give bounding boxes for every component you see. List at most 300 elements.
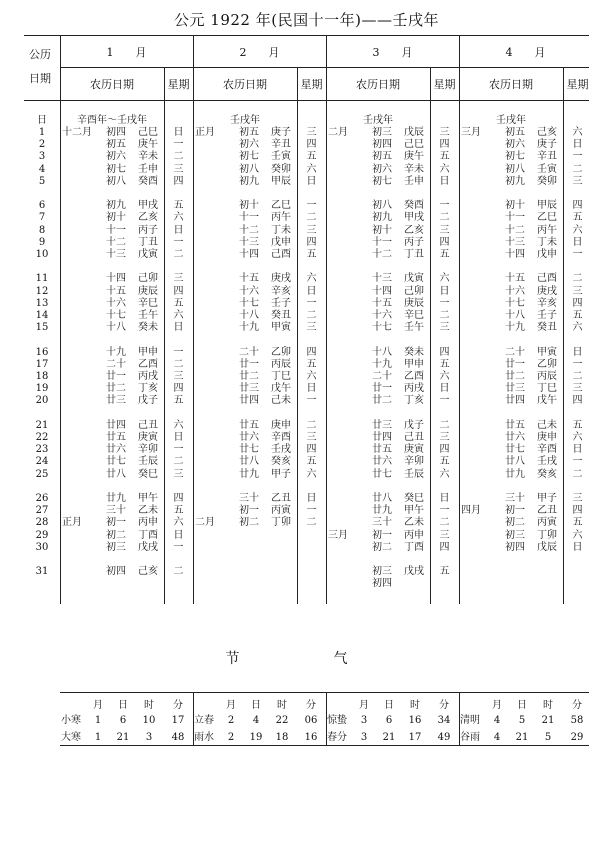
weekday: 二: [306, 212, 317, 224]
day-number: 11: [35, 273, 49, 285]
ganzhi: 戊午: [271, 383, 291, 395]
weekday: 六: [306, 468, 317, 480]
lunar-day: 廿三: [372, 419, 392, 431]
day-number: 15: [35, 322, 49, 334]
weekday: 三: [572, 285, 583, 297]
weekday: 五: [572, 310, 583, 321]
ganzhi: 庚午: [404, 151, 424, 163]
lunar-day: 初二: [505, 517, 525, 529]
header-divider: [60, 67, 589, 68]
weekday: 六: [173, 212, 184, 224]
weekday: 一: [173, 541, 184, 553]
lunar-day: 十一: [505, 212, 525, 224]
lunar-day: 十九: [239, 322, 259, 334]
weekday: 二: [439, 419, 450, 431]
lunar-day: 初四: [372, 578, 392, 590]
lunar-day: 初七: [505, 151, 525, 163]
lunar-day: 三十: [505, 493, 525, 504]
lunar-day: 十五: [505, 273, 525, 285]
lunar-day: 十七: [239, 297, 259, 309]
nongli-header: 农历日期: [90, 78, 134, 91]
jieqi-hour: 21: [541, 715, 555, 726]
lunar-day: 初二: [372, 541, 392, 553]
day-number: 13: [35, 297, 49, 309]
jieqi-column-header: 月: [93, 700, 103, 711]
ganzhi: 丙午: [537, 224, 557, 236]
jieqi-column-header: 日: [118, 700, 128, 711]
weekday: 一: [572, 456, 583, 468]
lunar-day: 十六: [239, 285, 259, 297]
ganzhi: 戊子: [404, 419, 424, 431]
weekday: 日: [306, 285, 317, 297]
weekday: 三: [173, 163, 184, 175]
day-number: 30: [35, 541, 49, 553]
ganzhi: 丙寅: [537, 517, 557, 529]
lunar-day: 十一: [106, 224, 126, 236]
weekday: 三: [173, 371, 184, 382]
ganzhi: 壬寅: [537, 163, 557, 175]
ganzhi: 乙丑: [537, 505, 557, 517]
weekday: 四: [306, 139, 317, 151]
ganzhi: 戊辰: [537, 541, 557, 553]
jieqi-name: 小寒: [61, 715, 81, 726]
jieqi-name: 清明: [460, 715, 480, 726]
lunar-day: 廿四: [239, 395, 259, 407]
jieqi-column-header: 月: [359, 700, 369, 711]
weekday: 六: [439, 273, 450, 285]
day-number: 17: [35, 358, 49, 370]
jieqi-column-header: 时: [144, 700, 154, 711]
nongli-header: 农历日期: [489, 78, 533, 91]
lunar-day: 廿四: [106, 419, 126, 431]
jieqi-hour: 10: [142, 715, 156, 726]
ganzhi: 甲申: [404, 358, 424, 370]
lunar-day: 十四: [106, 273, 126, 285]
ganzhi: 庚辰: [138, 285, 158, 297]
day-number: 3: [38, 151, 46, 163]
weekday: 五: [572, 212, 583, 224]
day-number: 10: [35, 249, 49, 260]
jieqi-month: 4: [493, 732, 501, 743]
ganzhi: 己亥: [138, 566, 158, 578]
ganzhi: 己未: [271, 395, 291, 407]
jieqi-column-header: 时: [410, 700, 420, 711]
jieqi-minute: 48: [171, 732, 185, 743]
ganzhi: 丁丑: [404, 249, 424, 260]
ganzhi: 甲子: [537, 493, 557, 504]
lunar-day: 初八: [372, 200, 392, 212]
ganzhi: 戊戌: [404, 566, 424, 578]
lunar-day: 十五: [372, 297, 392, 309]
weekday: 六: [572, 322, 583, 334]
weekday: 六: [439, 468, 450, 480]
lunar-day: 十二: [239, 224, 259, 236]
ganzhi: 辛丑: [537, 151, 557, 163]
jieqi-column-header: 分: [439, 700, 449, 711]
jieqi-day: 19: [249, 732, 263, 743]
weekday: 二: [306, 310, 317, 321]
ganzhi: 己酉: [537, 273, 557, 285]
weekday: 日: [572, 139, 583, 151]
lunar-day: 廿四: [505, 395, 525, 407]
lunar-day: 三十: [372, 517, 392, 529]
ganzhi: 壬戌: [537, 456, 557, 468]
ganzhi: 戊寅: [404, 273, 424, 285]
ganzhi: 庚申: [271, 419, 291, 431]
weekday: 三: [306, 432, 317, 443]
ganzhi: 辛亥: [537, 297, 557, 309]
lunar-day: 十七: [505, 297, 525, 309]
day-number: 6: [38, 200, 46, 212]
weekday: 四: [439, 444, 450, 456]
day-number: 1: [38, 127, 46, 138]
weekday: 二: [439, 310, 450, 321]
jieqi-column-header: 时: [277, 700, 287, 711]
weekday: 二: [306, 419, 317, 431]
weekday: 四: [572, 505, 583, 517]
ganzhi: 丁未: [537, 236, 557, 248]
weekday: 五: [173, 200, 184, 212]
jieqi-month: 2: [227, 732, 235, 743]
lunar-day: 初六: [505, 139, 525, 151]
lunar-day: 十一: [239, 212, 259, 224]
weekday: 二: [572, 273, 583, 285]
lunar-day: 廿九: [505, 468, 525, 480]
lunar-day: 十二: [372, 249, 392, 260]
weekday: 四: [439, 139, 450, 151]
lunar-month-marker: 十二月: [62, 127, 92, 138]
lunar-day: 十八: [372, 346, 392, 358]
jieqi-column-header: 月: [492, 700, 502, 711]
day-number: 28: [35, 517, 49, 529]
day-number: 21: [35, 419, 49, 431]
ganzhi: 癸卯: [537, 175, 557, 187]
ganzhi: 己丑: [138, 419, 158, 431]
weekday: 五: [439, 151, 450, 163]
lunar-day: 十四: [505, 249, 525, 260]
ganzhi: 癸亥: [537, 468, 557, 480]
weekday: 六: [306, 371, 317, 382]
lunar-day: 廿八: [505, 456, 525, 468]
weekday: 日: [572, 346, 583, 358]
lunar-day: 初一: [239, 505, 259, 517]
weekday: 二: [173, 456, 184, 468]
weekday: 一: [439, 395, 450, 407]
lunar-day: 十八: [106, 322, 126, 334]
lunar-day: 三十: [106, 505, 126, 517]
ganzhi: 丙申: [404, 529, 424, 541]
lunar-day: 十二: [505, 224, 525, 236]
weekday: 二: [173, 249, 184, 260]
jieqi-column-header: 日: [384, 700, 394, 711]
lunar-day: 初三: [505, 529, 525, 541]
weekday: 日: [572, 236, 583, 248]
jieqi-title: 节 气: [225, 651, 388, 667]
lunar-day: 十九: [372, 358, 392, 370]
day-number: 18: [35, 371, 49, 382]
weekday: 五: [173, 297, 184, 309]
lunar-day: 初一: [505, 505, 525, 517]
weekday: 六: [572, 127, 583, 138]
lunar-day: 初十: [106, 212, 126, 224]
ganzhi: 乙巳: [537, 212, 557, 224]
lunar-day: 廿九: [372, 505, 392, 517]
ganzhi: 甲午: [404, 505, 424, 517]
lunar-day: 廿七: [372, 468, 392, 480]
ganzhi: 丁丑: [138, 236, 158, 248]
ganzhi: 丙辰: [537, 371, 557, 382]
day-number: 25: [35, 468, 49, 480]
weekday: 一: [572, 151, 583, 163]
ganzhi: 己卯: [404, 285, 424, 297]
day-number: 16: [35, 346, 49, 358]
ganzhi: 乙卯: [271, 346, 291, 358]
ganzhi: 癸卯: [271, 163, 291, 175]
ganzhi: 乙酉: [404, 371, 424, 382]
lunar-day: 廿二: [505, 371, 525, 382]
weekday: 一: [173, 139, 184, 151]
jieqi-minute: 58: [570, 715, 584, 726]
lunar-day: 初八: [106, 175, 126, 187]
day-number: 日: [37, 115, 47, 126]
weekday: 三: [439, 529, 450, 541]
lunar-day: 廿五: [505, 419, 525, 431]
lunar-day: 初六: [372, 163, 392, 175]
weekday: 三: [306, 224, 317, 236]
day-number: 8: [38, 224, 46, 236]
lunar-day: 廿五: [239, 419, 259, 431]
jieqi-minute: 49: [437, 732, 451, 743]
lunar-day: 十六: [106, 297, 126, 309]
ganzhi: 乙卯: [537, 358, 557, 370]
lunar-month-marker: 二月: [328, 127, 348, 138]
lunar-day: 廿八: [106, 468, 126, 480]
weekday: 四: [173, 175, 184, 187]
jieqi-name: 雨水: [194, 732, 214, 743]
month-header: 3 月: [372, 46, 413, 59]
weekday: 四: [572, 200, 583, 212]
ganzhi: 丙午: [271, 212, 291, 224]
ganzhi: 丁卯: [537, 529, 557, 541]
weekday: 日: [439, 175, 450, 187]
ganzhi: 癸丑: [537, 322, 557, 334]
lunar-day: 初二: [106, 529, 126, 541]
jieqi-day: 5: [518, 715, 526, 726]
weekday: 四: [173, 285, 184, 297]
ganzhi: 乙未: [138, 505, 158, 517]
jieqi-day: 4: [252, 715, 260, 726]
lunar-day: 廿二: [372, 395, 392, 407]
day-number: 27: [35, 505, 49, 517]
jieqi-column-header: 分: [572, 700, 582, 711]
lunar-day: 初九: [505, 175, 525, 187]
lunar-day: 初八: [239, 163, 259, 175]
lunar-day: 初三: [372, 127, 392, 138]
lunar-day: 初五: [505, 127, 525, 138]
lunar-day: 初十: [372, 224, 392, 236]
lunar-day: 廿五: [372, 444, 392, 456]
day-number: 20: [35, 395, 49, 407]
ganzhi: 丁巳: [271, 371, 291, 382]
weekday: 二: [572, 468, 583, 480]
weekday: 六: [439, 163, 450, 175]
ganzhi: 癸酉: [404, 200, 424, 212]
jieqi-minute: 29: [570, 732, 584, 743]
lunar-day: 初七: [106, 163, 126, 175]
lunar-day: 廿三: [239, 383, 259, 395]
weekday: 一: [306, 505, 317, 517]
lunar-day: 十六: [505, 285, 525, 297]
jieqi-hour: 17: [408, 732, 422, 743]
ganzhi: 己丑: [404, 432, 424, 443]
weekday: 日: [439, 493, 450, 504]
nongli-header: 农历日期: [356, 78, 400, 91]
weekday: 六: [439, 371, 450, 382]
ganzhi: 庚申: [537, 432, 557, 443]
day-number: 31: [35, 566, 49, 578]
ganzhi: 己亥: [537, 127, 557, 138]
weekday: 日: [173, 322, 184, 334]
lunar-day: 廿九: [106, 493, 126, 504]
weekday: 一: [173, 236, 184, 248]
ganzhi: 戊申: [271, 236, 291, 248]
lunar-day: 廿一: [505, 358, 525, 370]
jieqi-hour: 16: [408, 715, 422, 726]
lunar-day: 廿一: [106, 371, 126, 382]
jieqi-hour: 22: [275, 715, 289, 726]
lunar-day: 廿一: [239, 358, 259, 370]
lunar-day: 十八: [239, 310, 259, 321]
lunar-day: 初四: [505, 541, 525, 553]
ganzhi: 庚辰: [404, 297, 424, 309]
xingqi-header: 星期: [300, 78, 323, 91]
weekday: 六: [306, 273, 317, 285]
ganzhi: 癸巳: [404, 493, 424, 504]
weekday: 三: [173, 273, 184, 285]
page-title: 公元 1922 年(民国十一年)——壬戌年: [174, 11, 439, 29]
lunar-day: 廿六: [106, 444, 126, 456]
ganzhi: 乙酉: [138, 358, 158, 370]
weekday: 五: [173, 505, 184, 517]
weekday: 六: [173, 310, 184, 321]
ganzhi: 甲申: [138, 346, 158, 358]
ganzhi: 戊申: [537, 249, 557, 260]
lunar-day: 二十: [505, 346, 525, 358]
ganzhi: 戊子: [138, 395, 158, 407]
ganzhi: 甲戌: [138, 200, 158, 212]
day-number: 14: [35, 310, 49, 321]
ganzhi: 丙子: [138, 224, 158, 236]
ganzhi: 丁酉: [138, 529, 158, 541]
jieqi-month: 2: [227, 715, 235, 726]
weekday: 四: [439, 236, 450, 248]
ganzhi: 壬申: [404, 175, 424, 187]
weekday: 五: [572, 517, 583, 529]
ganzhi: 丙戌: [138, 371, 158, 382]
jieqi-minute: 17: [171, 715, 185, 726]
lunar-day: 十一: [372, 236, 392, 248]
lunar-day: 廿八: [239, 456, 259, 468]
lunar-month-marker: 二月: [195, 517, 215, 529]
jieqi-hour: 18: [275, 732, 289, 743]
weekday: 一: [306, 297, 317, 309]
ganzhi: 癸未: [138, 322, 158, 334]
weekday: 日: [173, 224, 184, 236]
lunar-month-marker: 正月: [62, 517, 82, 529]
weekday: 四: [306, 444, 317, 456]
weekday: 三: [439, 322, 450, 334]
ganzhi: 癸亥: [271, 456, 291, 468]
weekday: 日: [572, 444, 583, 456]
ganzhi: 癸未: [404, 346, 424, 358]
lunar-day: 十九: [106, 346, 126, 358]
weekday: 一: [439, 200, 450, 212]
ganzhi: 辛巳: [138, 297, 158, 309]
lunar-day: 十三: [372, 273, 392, 285]
weekday: 四: [572, 297, 583, 309]
ganzhi: 壬子: [271, 297, 291, 309]
weekday: 二: [572, 163, 583, 175]
ganzhi: 庚寅: [138, 432, 158, 443]
weekday: 二: [173, 151, 184, 163]
lunar-month-marker: 三月: [461, 127, 481, 138]
lunar-day: 廿七: [106, 456, 126, 468]
ganzhi: 丙申: [138, 517, 158, 529]
month-header: 4 月: [505, 46, 546, 59]
weekday: 三: [306, 127, 317, 138]
weekday: 四: [439, 346, 450, 358]
lunar-year-label: 辛酉年～壬戌年: [77, 115, 147, 126]
ganzhi: 庚子: [271, 127, 291, 138]
weekday: 三: [572, 175, 583, 187]
lunar-month-marker: 正月: [195, 127, 215, 138]
lunar-day: 初七: [239, 151, 259, 163]
lunar-day: 廿四: [372, 432, 392, 443]
ganzhi: 丁卯: [271, 517, 291, 529]
jieqi-minute: 06: [304, 715, 318, 726]
day-number: 19: [35, 383, 49, 395]
weekday: 三: [439, 127, 450, 138]
jieqi-day: 21: [116, 732, 130, 743]
ganzhi: 辛卯: [138, 444, 158, 456]
jieqi-minute: 16: [304, 732, 318, 743]
ganzhi: 甲辰: [537, 200, 557, 212]
ganzhi: 丁巳: [537, 383, 557, 395]
weekday: 六: [572, 432, 583, 443]
weekday: 日: [173, 432, 184, 443]
weekday: 日: [439, 285, 450, 297]
jieqi-column-header: 分: [306, 700, 316, 711]
lunar-day: 初九: [239, 175, 259, 187]
ganzhi: 丙戌: [404, 383, 424, 395]
ganzhi: 乙未: [404, 517, 424, 529]
weekday: 五: [306, 358, 317, 370]
ganzhi: 戊寅: [138, 249, 158, 260]
lunar-day: 廿六: [505, 432, 525, 443]
lunar-day: 廿八: [372, 493, 392, 504]
jieqi-column-header: 时: [543, 700, 553, 711]
jieqi-name: 大寒: [61, 732, 81, 743]
lunar-day: 十九: [505, 322, 525, 334]
ganzhi: 己巳: [404, 139, 424, 151]
lunar-day: 廿七: [505, 444, 525, 456]
ganzhi: 庚戌: [537, 285, 557, 297]
lunar-day: 廿二: [239, 371, 259, 382]
jieqi-column-header: 分: [173, 700, 183, 711]
weekday: 五: [306, 151, 317, 163]
lunar-day: 初九: [106, 200, 126, 212]
weekday: 五: [439, 249, 450, 260]
